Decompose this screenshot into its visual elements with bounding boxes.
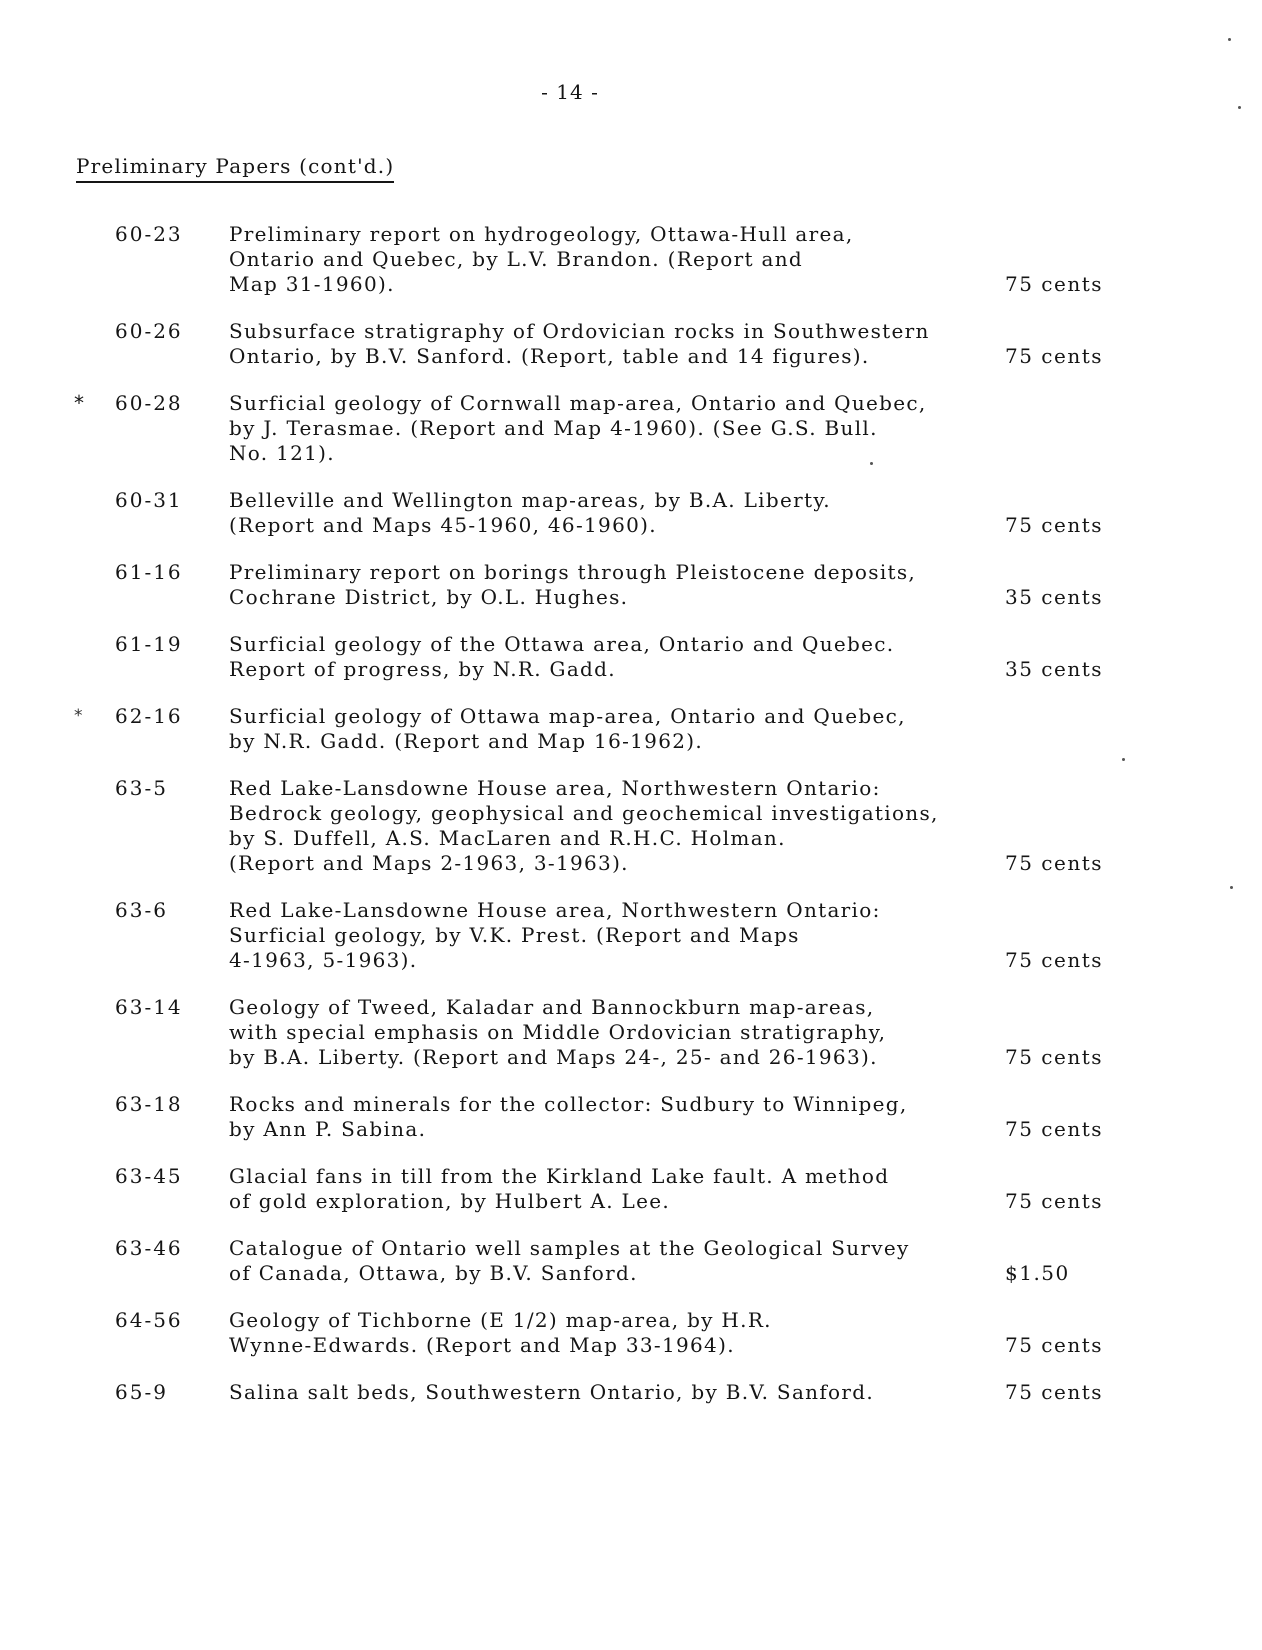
price: 75 cents bbox=[1005, 513, 1104, 537]
description-line: Ontario, by B.V. Sanford. (Report, table and 14 figures). bbox=[229, 344, 870, 368]
paper-number: 63-14 bbox=[115, 995, 183, 1019]
paper-number: 65-9 bbox=[115, 1380, 168, 1404]
description-line: Red Lake-Lansdowne House area, Northwestern Ontario: bbox=[229, 776, 881, 800]
price: 75 cents bbox=[1005, 272, 1104, 296]
description-line: Glacial fans in till from the Kirkland Lake fault. A method bbox=[229, 1164, 890, 1188]
page-number: - 14 - bbox=[541, 80, 599, 104]
publication-entry bbox=[0, 632, 1262, 682]
description-line: Geology of Tichborne (E 1/2) map-area, by H.R. bbox=[229, 1308, 772, 1332]
description-line: Surficial geology of the Ottawa area, Ontario and Quebec. bbox=[229, 632, 895, 656]
paper-description bbox=[229, 1308, 1009, 1358]
price: 75 cents bbox=[1005, 1380, 1104, 1404]
description-line: by B.A. Liberty. (Report and Maps 24-, 25- and 26-1963). bbox=[229, 1045, 878, 1069]
publication-entry bbox=[0, 1092, 1262, 1142]
publication-entry bbox=[0, 776, 1262, 876]
paper-number: 64-56 bbox=[115, 1308, 183, 1332]
paper-number: 60-26 bbox=[115, 319, 183, 343]
paper-number: 61-16 bbox=[115, 560, 183, 584]
description-line: of gold exploration, by Hulbert A. Lee. bbox=[229, 1189, 671, 1213]
price: 35 cents bbox=[1005, 657, 1104, 681]
paper-description bbox=[229, 1380, 1009, 1405]
scan-speck bbox=[870, 462, 873, 465]
price: $1.50 bbox=[1005, 1261, 1070, 1285]
paper-number: 63-45 bbox=[115, 1164, 183, 1188]
paper-number: 63-5 bbox=[115, 776, 168, 800]
description-line: Ontario and Quebec, by L.V. Brandon. (Report and bbox=[229, 247, 803, 271]
paper-description bbox=[229, 1092, 1009, 1142]
publication-entry bbox=[0, 1380, 1262, 1405]
description-line: Bedrock geology, geophysical and geochemical investigations, bbox=[229, 801, 939, 825]
publication-entry bbox=[0, 1236, 1262, 1286]
paper-number: 63-18 bbox=[115, 1092, 183, 1116]
paper-number: 63-46 bbox=[115, 1236, 183, 1260]
paper-number: 60-31 bbox=[115, 488, 183, 512]
price: 75 cents bbox=[1005, 1045, 1104, 1069]
description-line: Red Lake-Lansdowne House area, Northwestern Ontario: bbox=[229, 898, 881, 922]
publication-entry bbox=[0, 1164, 1262, 1214]
price: 75 cents bbox=[1005, 344, 1104, 368]
paper-description bbox=[229, 898, 1009, 973]
description-line: Preliminary report on borings through Pleistocene deposits, bbox=[229, 560, 917, 584]
description-line: Preliminary report on hydrogeology, Ottawa-Hull area, bbox=[229, 222, 854, 246]
paper-description bbox=[229, 1236, 1009, 1286]
publication-list bbox=[0, 222, 1262, 1405]
paper-description bbox=[229, 995, 1009, 1070]
publication-entry bbox=[0, 222, 1262, 297]
description-line: Subsurface stratigraphy of Ordovician rocks in Southwestern bbox=[229, 319, 930, 343]
description-line: Surficial geology, by V.K. Prest. (Report and Maps bbox=[229, 923, 800, 947]
publication-entry bbox=[0, 704, 1262, 754]
description-line: Rocks and minerals for the collector: Sudbury to Winnipeg, bbox=[229, 1092, 908, 1116]
price: 35 cents bbox=[1005, 585, 1104, 609]
publication-entry bbox=[0, 1308, 1262, 1358]
paper-description bbox=[229, 1164, 1009, 1214]
description-line: of Canada, Ottawa, by B.V. Sanford. bbox=[229, 1261, 638, 1285]
paper-description bbox=[229, 704, 1009, 754]
paper-description bbox=[229, 632, 1009, 682]
paper-number: 62-16 bbox=[115, 704, 183, 728]
description-line: Surficial geology of Ottawa map-area, Ontario and Quebec, bbox=[229, 704, 906, 728]
paper-description bbox=[229, 391, 1009, 466]
description-line: Geology of Tweed, Kaladar and Bannockburn map-areas, bbox=[229, 995, 875, 1019]
price: 75 cents bbox=[1005, 1333, 1104, 1357]
publication-entry bbox=[0, 488, 1262, 538]
section-heading: Preliminary Papers (cont'd.) bbox=[76, 154, 394, 183]
description-line: by Ann P. Sabina. bbox=[229, 1117, 427, 1141]
scan-speck bbox=[1230, 886, 1233, 889]
publication-entry bbox=[0, 391, 1262, 466]
asterisk-mark: * bbox=[74, 706, 84, 726]
description-line: Catalogue of Ontario well samples at the Geological Survey bbox=[229, 1236, 910, 1260]
paper-number: 63-6 bbox=[115, 898, 168, 922]
description-line: by J. Terasmae. (Report and Map 4-1960). (See G.S. Bull. bbox=[229, 416, 878, 440]
publication-entry bbox=[0, 560, 1262, 610]
description-line: Belleville and Wellington map-areas, by B.A. Liberty. bbox=[229, 488, 831, 512]
description-line: Report of progress, by N.R. Gadd. bbox=[229, 657, 616, 681]
paper-description bbox=[229, 560, 1009, 610]
paper-description bbox=[229, 319, 1009, 369]
publication-entry bbox=[0, 995, 1262, 1070]
paper-number: 60-23 bbox=[115, 222, 183, 246]
description-line: No. 121). bbox=[229, 441, 335, 465]
paper-number: 60-28 bbox=[115, 391, 183, 415]
description-line: Map 31-1960). bbox=[229, 272, 395, 296]
description-line: 4-1963, 5-1963). bbox=[229, 948, 418, 972]
description-line: (Report and Maps 45-1960, 46-1960). bbox=[229, 513, 657, 537]
price: 75 cents bbox=[1005, 948, 1104, 972]
description-line: with special emphasis on Middle Ordovician stratigraphy, bbox=[229, 1020, 887, 1044]
description-line: by S. Duffell, A.S. MacLaren and R.H.C. Holman. bbox=[229, 826, 786, 850]
paper-number: 61-19 bbox=[115, 632, 183, 656]
price: 75 cents bbox=[1005, 1117, 1104, 1141]
asterisk-mark: * bbox=[74, 391, 86, 415]
description-line: Wynne-Edwards. (Report and Map 33-1964). bbox=[229, 1333, 735, 1357]
description-line: Cochrane District, by O.L. Hughes. bbox=[229, 585, 629, 609]
paper-description bbox=[229, 776, 1009, 876]
description-line: (Report and Maps 2-1963, 3-1963). bbox=[229, 851, 629, 875]
price: 75 cents bbox=[1005, 1189, 1104, 1213]
paper-description bbox=[229, 222, 1009, 297]
paper-description bbox=[229, 488, 1009, 538]
publication-entry bbox=[0, 319, 1262, 369]
scan-speck bbox=[1228, 38, 1231, 41]
description-line: Surficial geology of Cornwall map-area, Ontario and Quebec, bbox=[229, 391, 927, 415]
price: 75 cents bbox=[1005, 851, 1104, 875]
publication-entry bbox=[0, 898, 1262, 973]
scan-speck bbox=[1122, 758, 1125, 761]
description-line: Salina salt beds, Southwestern Ontario, by B.V. Sanford. bbox=[229, 1380, 875, 1404]
description-line: by N.R. Gadd. (Report and Map 16-1962). bbox=[229, 729, 704, 753]
scan-speck bbox=[1238, 106, 1241, 109]
